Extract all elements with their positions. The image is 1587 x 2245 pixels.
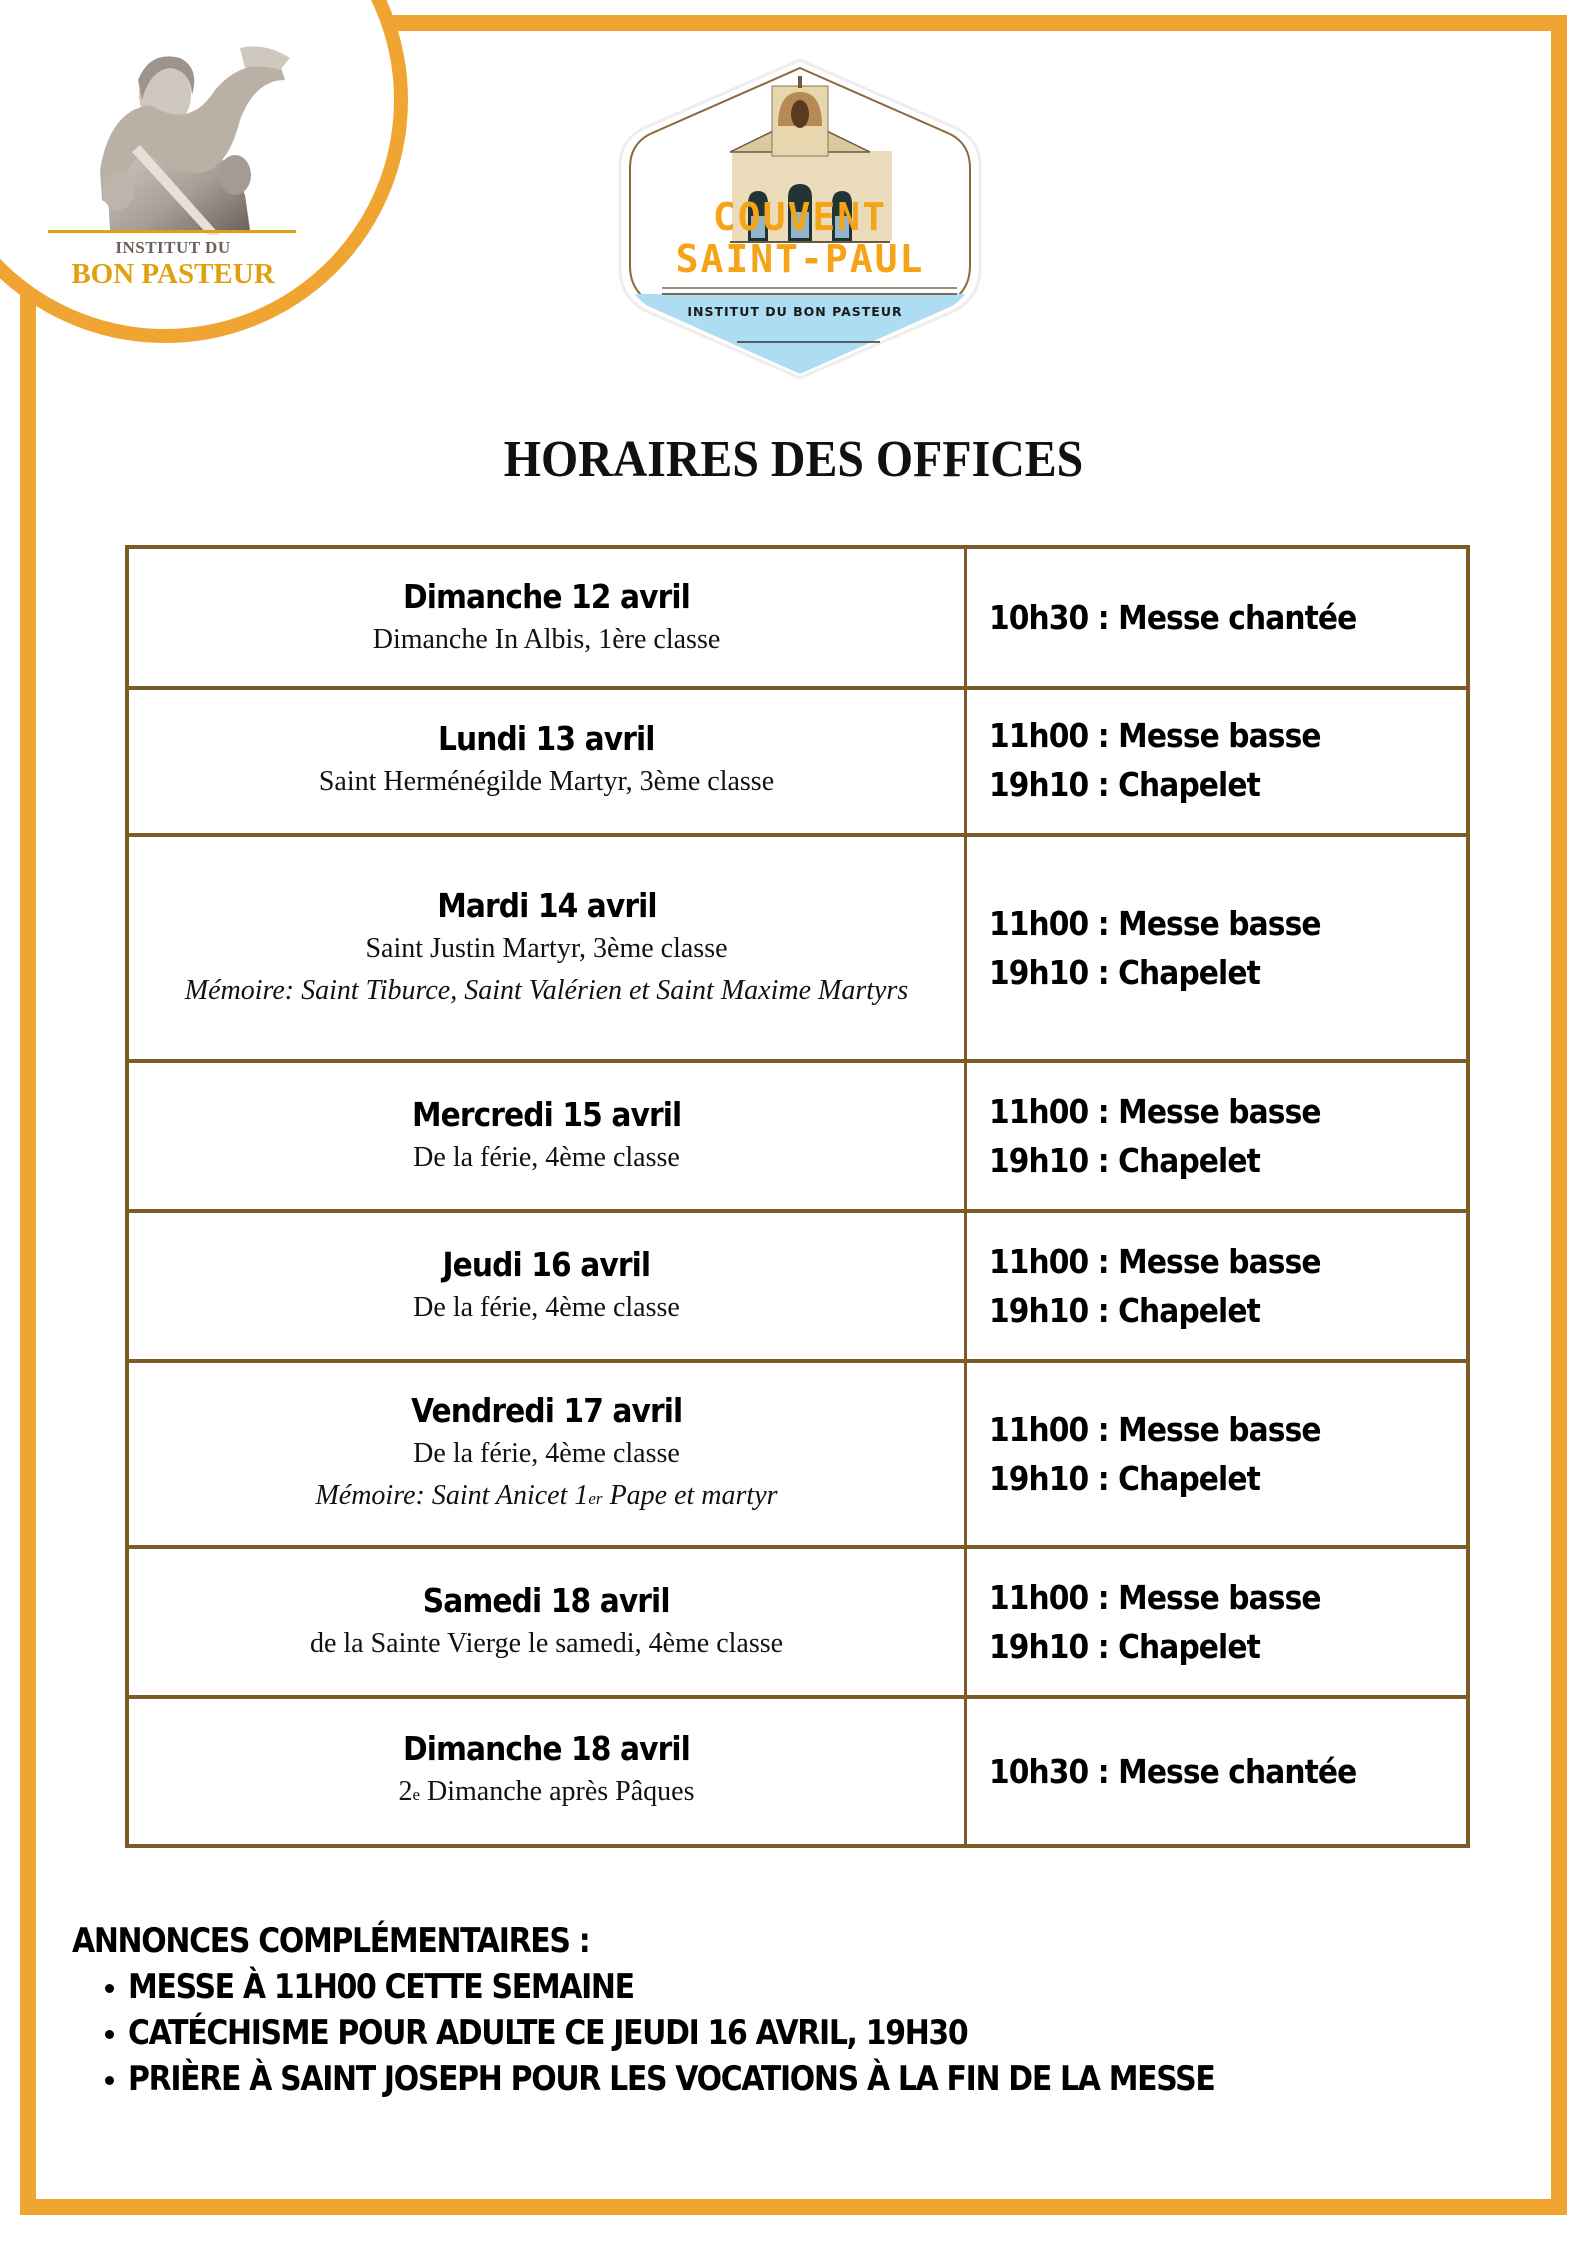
services-cell [967,837,1466,1059]
day-label: Samedi 18 avril [423,1581,670,1620]
service-time: 19h10 : Chapelet [989,1141,1260,1180]
service-time: 11h00 : Messe basse [989,904,1321,943]
memo-prefix: Mémoire: Saint Anicet 1 [315,1479,589,1511]
day-cell [129,1549,967,1695]
day-label: Vendredi 17 avril [410,1390,683,1430]
service-time: 11h00 : Messe basse [989,1410,1321,1449]
logo-left-line2: BON PASTEUR [71,258,275,290]
bullet-icon [105,2076,114,2085]
feast-label: de la Sainte Vierge le samedi, 4ème classe [309,1628,784,1659]
memo-superscript: er [588,1488,603,1508]
day-label: Mardi 14 avril [436,886,657,925]
day-cell [129,837,967,1059]
memo-suffix: Pape et martyr [602,1479,778,1511]
announcement-item [72,1964,1542,2010]
memoire-label [315,1475,777,1520]
feast-superscript: e [412,1785,421,1804]
service-time: 11h00 : Messe basse [989,1578,1321,1617]
table-row [125,1699,1470,1848]
table-row [125,545,1470,690]
service-time: 10h30 : Messe chantée [989,598,1357,637]
feast-label: Dimanche In Albis, 1ère classe [372,623,721,655]
announcement-text: MESSE À 11H00 CETTE SEMAINE [128,1967,634,2007]
day-label: Jeudi 16 avril [442,1245,651,1284]
services-cell [967,1063,1466,1209]
feast-label [398,1771,694,1816]
services-cell [967,1363,1466,1545]
feast-prefix: 2 [398,1776,413,1807]
day-label: Dimanche 18 avril [403,1729,690,1768]
service-time: 11h00 : Messe basse [989,715,1321,755]
logo-center-subtitle: INSTITUT DU BON PASTEUR [687,304,903,319]
service-time: 11h00 : Messe basse [989,1092,1321,1131]
service-time: 19h10 : Chapelet [989,1627,1260,1666]
day-label: Mercredi 15 avril [411,1095,682,1134]
day-cell [129,1213,967,1359]
table-row [125,1213,1470,1363]
feast-label: Saint Justin Martyr, 3ème classe [365,933,728,964]
day-label: Dimanche 12 avril [403,576,690,616]
services-cell [967,1213,1466,1359]
table-row [125,1549,1470,1699]
service-time: 19h10 : Chapelet [989,1291,1260,1330]
announcement-text: CATÉCHISME POUR ADULTE CE JEUDI 16 AVRIL, 19H30 [128,2013,968,2053]
day-cell [129,1363,967,1545]
bullet-icon [105,2030,114,2039]
service-time: 19h10 : Chapelet [989,953,1260,992]
feast-label: De la férie, 4ème classe [413,1437,680,1469]
services-cell [967,686,1466,833]
table-row [125,1063,1470,1213]
service-time: 19h10 : Chapelet [989,764,1260,804]
announcement-item [72,2056,1542,2102]
day-cell [129,686,967,833]
logo-left-line1: INSTITUT DU [115,238,231,257]
feast-label: De la férie, 4ème classe [413,1292,680,1323]
feast-suffix: Dimanche après Pâques [420,1776,695,1807]
day-cell [129,549,967,686]
services-cell [967,1549,1466,1695]
day-label: Lundi 13 avril [438,718,655,758]
logo-center-line2: SAINT-PAUL [675,237,925,281]
day-cell [129,1699,967,1844]
service-time: 19h10 : Chapelet [989,1459,1260,1498]
announcement-item [72,2010,1542,2056]
memoire-label: Mémoire: Saint Tiburce, Saint Valérien et Saint Maxime Martyrs [184,975,909,1006]
logo-gold-divider [48,230,296,233]
services-cell [967,549,1466,686]
page-title: HORAIRES DES OFFICES [503,431,1084,488]
table-row [125,686,1470,837]
feast-label: De la férie, 4ème classe [413,1142,680,1173]
announcements-title: ANNONCES COMPLÉMENTAIRES : [72,1921,590,1961]
table-row [125,837,1470,1063]
announcement-text: PRIÈRE À SAINT JOSEPH POUR LES VOCATIONS À LA FIN DE LA MESSE [128,2059,1215,2099]
announcements [72,1918,1542,2102]
service-time: 11h00 : Messe basse [989,1242,1321,1281]
table-row [125,1363,1470,1549]
service-time: 10h30 : Messe chantée [989,1752,1357,1791]
services-cell [967,1699,1466,1844]
day-cell [129,1063,967,1209]
feast-label: Saint Herménégilde Martyr, 3ème classe [318,765,775,797]
logo-center-line1: COUVENT [712,195,888,239]
logo-center-name [612,196,988,280]
bullet-icon [105,1984,114,1993]
